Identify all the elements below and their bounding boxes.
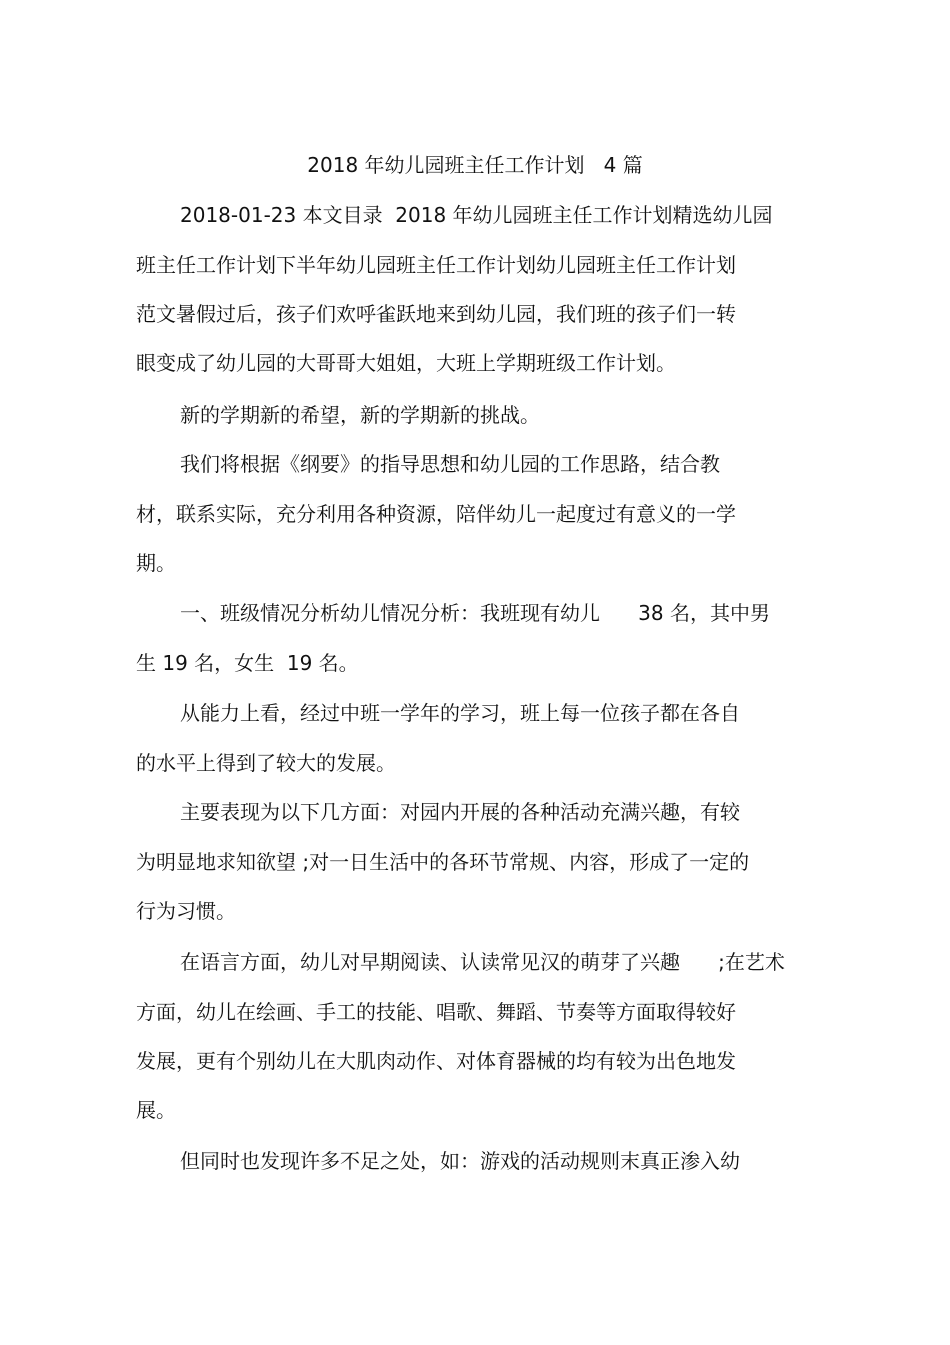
paragraph-line: 新的学期新的希望，新的学期新的挑战。 (180, 403, 540, 427)
paragraph-line: 一、班级情况分析幼儿情况分析：我班现有幼儿 38 名，其中男 (180, 601, 770, 625)
paragraph-line: 方面，幼儿在绘画、手工的技能、唱歌、舞蹈、节奏等方面取得较好 (136, 1000, 736, 1024)
paragraph-line: 班主任工作计划下半年幼儿园班主任工作计划幼儿园班主任工作计划 (136, 253, 736, 277)
paragraph-line: 但同时也发现许多不足之处，如：游戏的活动规则末真正渗入幼 (180, 1149, 740, 1173)
paragraph-line: 生 19 名，女生 19 名。 (136, 651, 359, 675)
paragraph-line: 在语言方面，幼儿对早期阅读、认读常见汉的萌芽了兴趣 ;在艺术 (180, 950, 785, 974)
paragraph-line: 范文暑假过后，孩子们欢呼雀跃地来到幼儿园，我们班的孩子们一转 (136, 302, 736, 326)
paragraph-line: 为明显地求知欲望 ;对一日生活中的各环节常规、内容，形成了一定的 (136, 850, 750, 874)
paragraph-line: 主要表现为以下几方面：对园内开展的各种活动充满兴趣，有较 (180, 800, 740, 824)
paragraph-line: 从能力上看，经过中班一学年的学习，班上每一位孩子都在各自 (180, 701, 740, 725)
paragraph-line: 发展，更有个别幼儿在大肌肉动作、对体育器械的均有较为出色地发 (136, 1049, 736, 1073)
paragraph-line: 我们将根据《纲要》的指导思想和幼儿园的工作思路，结合教 (180, 452, 720, 476)
paragraph-line: 行为习惯。 (136, 899, 236, 923)
paragraph-line: 2018-01-23 本文目录 2018 年幼儿园班主任工作计划精选幼儿园 (180, 203, 773, 227)
paragraph-line: 期。 (136, 551, 176, 575)
paragraph-line: 的水平上得到了较大的发展。 (136, 751, 396, 775)
paragraph-line: 展。 (136, 1098, 176, 1122)
paragraph-line: 材，联系实际，充分利用各种资源，陪伴幼儿一起度过有意义的一学 (136, 502, 736, 526)
document-title: 2018 年幼儿园班主任工作计划 4 篇 (307, 153, 643, 177)
paragraph-line: 眼变成了幼儿园的大哥哥大姐姐，大班上学期班级工作计划。 (136, 351, 676, 375)
